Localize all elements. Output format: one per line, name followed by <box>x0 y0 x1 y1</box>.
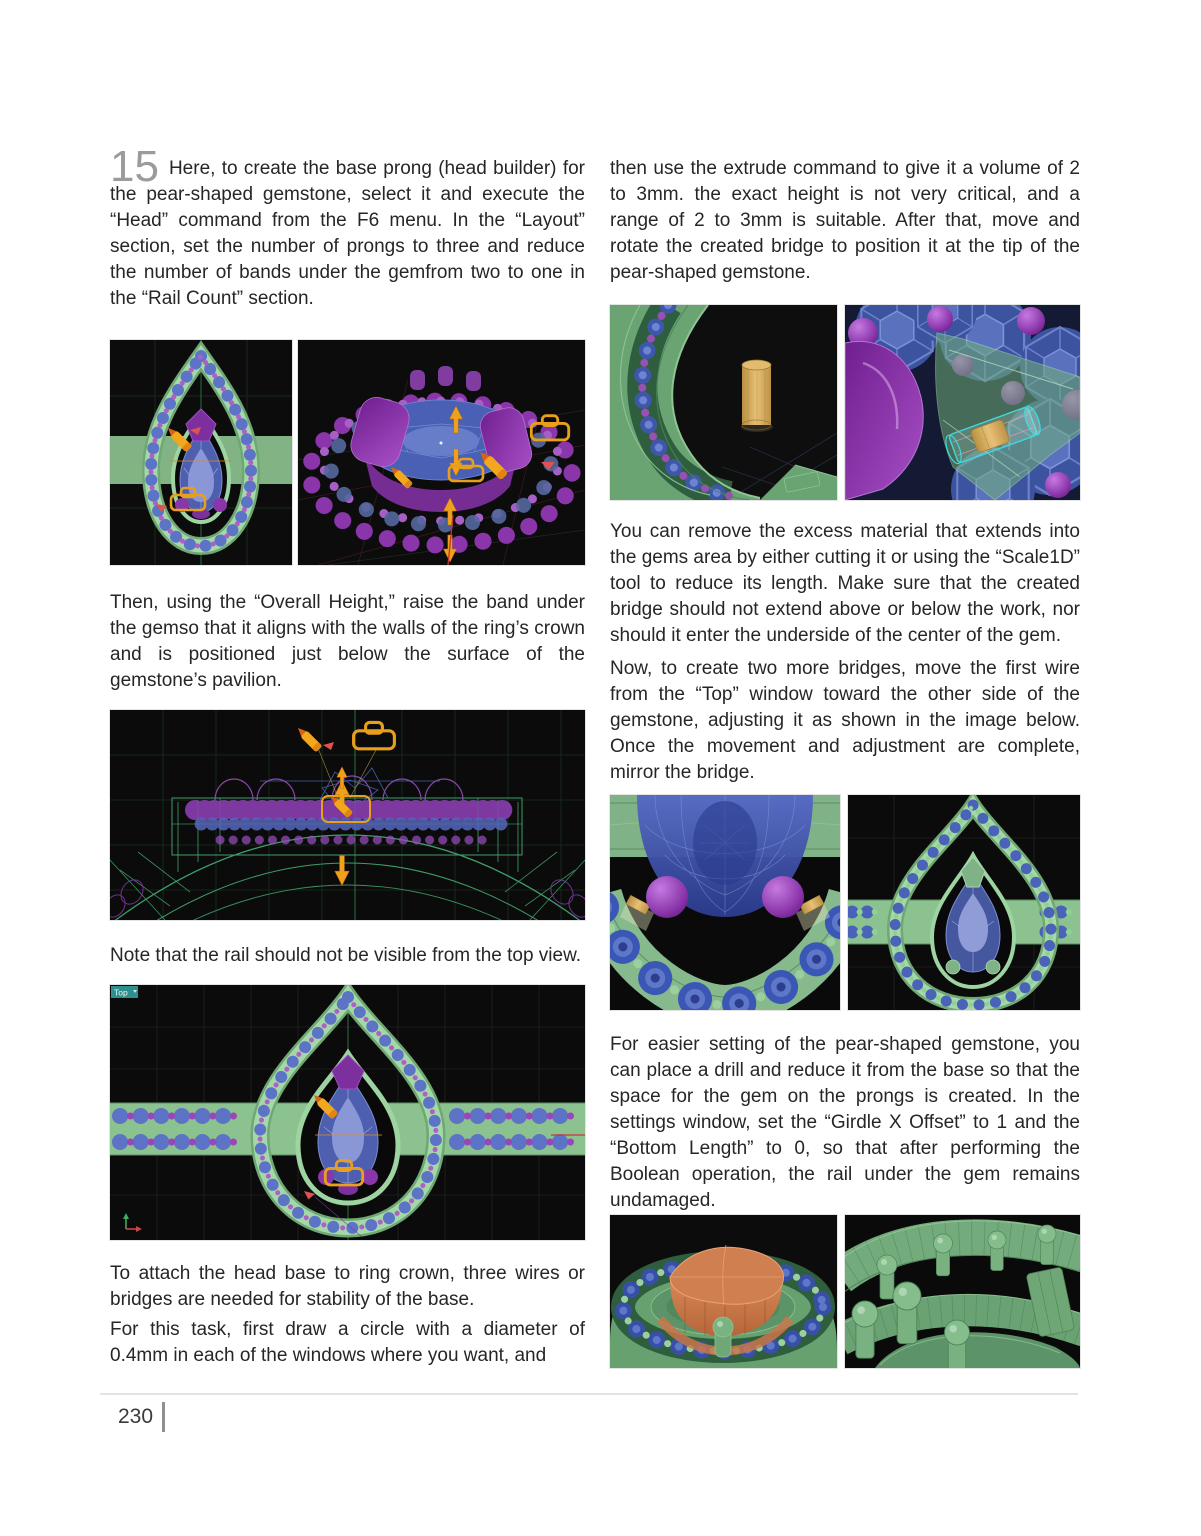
figure-bridges-closeup <box>610 795 840 1010</box>
figure-drill-boolean <box>610 1215 837 1368</box>
bridge-bead <box>762 876 804 918</box>
left-figure-row-1 <box>110 340 585 565</box>
figure-green-crown <box>845 1215 1080 1368</box>
figure-perspective-head <box>298 340 585 565</box>
figure-topview-green-prongs <box>848 795 1080 1010</box>
right-figure-row-3 <box>610 1215 1080 1368</box>
front-prong <box>713 1317 733 1357</box>
right-para-2: You can remove the excess material that extends into the gems area by either cutting it or using the “Scale1D” tool to reduce its length. Make sure that the created bridge should not extend above or below the work, nor should it enter the underside of the center of the gem. <box>610 521 1080 646</box>
footer-rule <box>100 1393 1078 1395</box>
left-para-3: Note that the rail should not be visible from the top view. <box>110 945 582 966</box>
figure-wire-cylinder <box>610 305 837 500</box>
right-para-1: then use the extrude command to give it a volume of 2 to 3mm. the exact height is not very critical, and a range of 2 to 3mm is suitable. After that, move and rotate the created bridge to position it at the tip of the pear-shaped gemstone. <box>610 158 1080 283</box>
left-para-1-text: Here, to create the base prong (head builder) for the pear-shaped gemstone, select it and execute the “Head” command from the F6 menu. In the “Layout” section, set the number of prongs to three and reduce the number of bands under the gemfrom two to one in the “Rail Count” section. <box>110 158 585 309</box>
bridge-bead <box>646 876 688 918</box>
viewport-top-badge-label: Top <box>114 987 128 998</box>
viewport-top-badge <box>111 986 138 998</box>
figure-topview-halo-gizmos <box>110 340 292 565</box>
figure-wireframe-front <box>110 710 585 920</box>
gold-cylinder <box>741 360 773 432</box>
right-para-4: For easier setting of the pear-shaped gemstone, you can place a drill and reduce it from the base so that the space for the gem on the prongs is created. In the settings window, set the “Girdle X Offset” to 1 and the “Bottom Length” to 0, so that after performing the Boolean operation, the rail under the gem remains undamaged. <box>610 1034 1080 1211</box>
right-para-3: Now, to create two more bridges, move the first wire from the “Top” window toward the other side of the gemstone, adjusting it as shown in the image below. Once the movement and adjustment are complete, mirror the bridge. <box>610 658 1080 783</box>
left-para-4: To attach the head base to ring crown, three wires or bridges are needed for stability of the base. <box>110 1263 585 1310</box>
right-figure-row-2 <box>610 795 1080 1010</box>
page-number <box>118 1402 165 1432</box>
figure-wire-closeup <box>845 305 1080 500</box>
page-number-value: 230 <box>118 1405 154 1428</box>
right-figure-row-1 <box>610 305 1080 500</box>
page-number-divider <box>162 1402 165 1432</box>
left-para-2: Then, using the “Overall Height,” raise the band under the gemso that it aligns with the walls of the ring’s crown and is positioned just below the surface of the gemstone’s pavilion. <box>110 592 585 691</box>
left-para-5: For this task, first draw a circle with a diameter of 0.4mm in each of the windows where you want, and <box>110 1319 585 1366</box>
left-para-1: 15 Here, to create the base prong (head builder) for the pear-shaped gemstone, select it and execute the “Head” command from the F6 menu. In the “Layout” section, set the number of prongs to three and reduce the number of bands under the gemfrom two to one in the “Rail Count” section. <box>110 142 585 309</box>
figure-top-viewport <box>110 985 585 1240</box>
